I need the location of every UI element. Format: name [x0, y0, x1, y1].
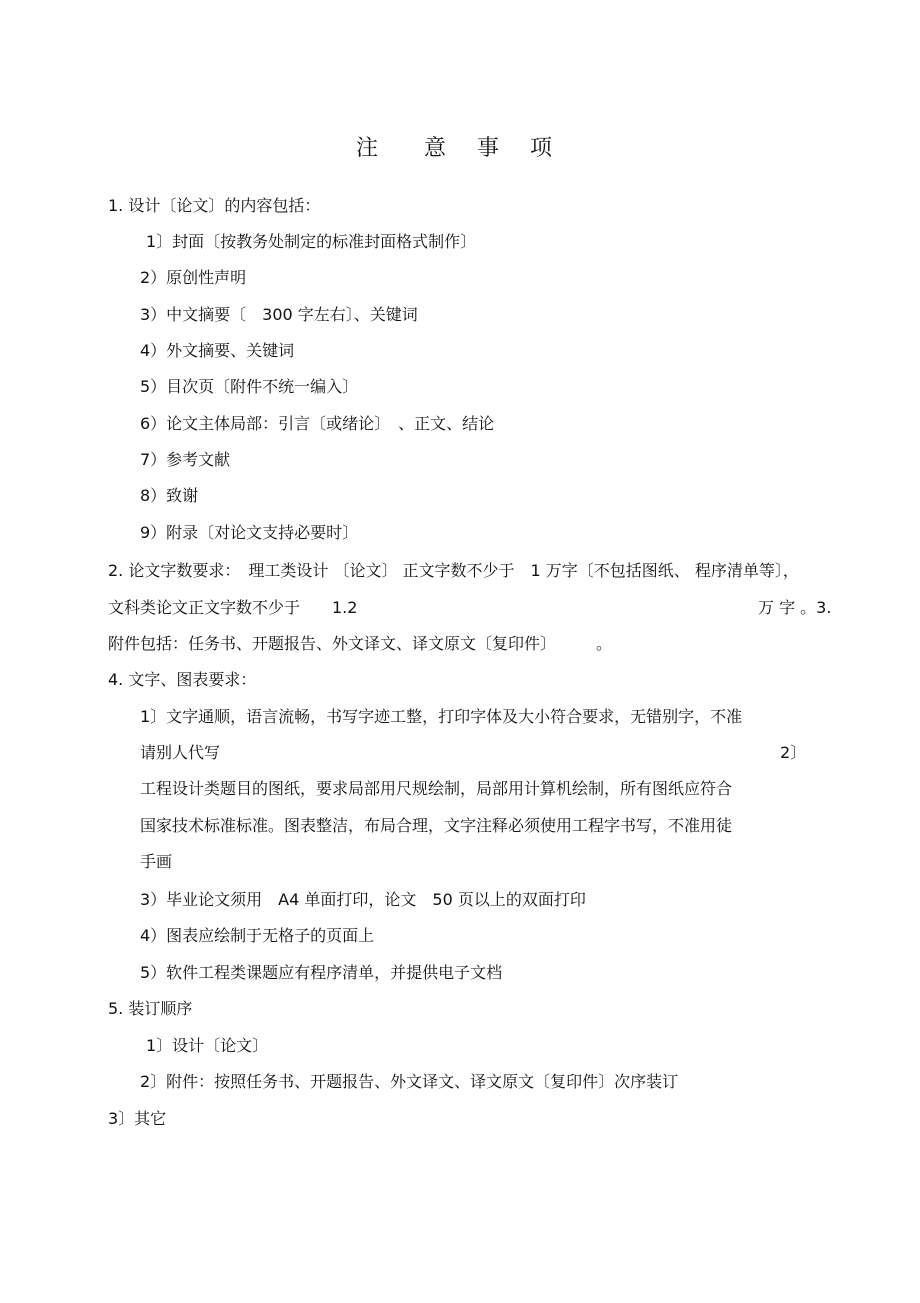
item-1-4: 4）外文摘要、关键词	[140, 341, 295, 360]
item-1-heading: 1. 设计〔论文〕的内容包括：	[108, 196, 321, 215]
item-4-heading: 4. 文字、图表要求：	[108, 670, 257, 689]
item-1-1: 1〕封面〔按教务处制定的标准封面格式制作〕	[146, 232, 477, 251]
page-title: 注 意 事 项	[356, 136, 564, 161]
item-5-heading: 5. 装订顺序	[108, 999, 193, 1018]
item-2-line-2-end: 万 字 。3.	[758, 598, 832, 617]
item-2-heading: 2. 论文字数要求： 理工类设计 〔论文〕 正文字数不少于 1 万字〔不包括图纸、 程序清单等〕，	[108, 561, 799, 580]
item-4-2-line-3: 手画	[140, 852, 173, 871]
item-4-2-line-2: 国家技术标准标准。图表整洁，布局合理，文字注释必须使用工程字书写，不准用徒	[140, 816, 733, 835]
item-4-3: 3）毕业论文须用 A4 单面打印，论文 50 页以上的双面打印	[140, 890, 586, 909]
item-4-5: 5）软件工程类课题应有程序清单，并提供电子文档	[140, 963, 503, 982]
item-1-5: 5）目次页〔附件不统一编入〕	[140, 377, 359, 396]
item-1-2: 2）原创性声明	[140, 268, 247, 287]
item-1-6: 6）论文主体局部：引言〔或绪论〕 、正文、结论	[140, 414, 495, 433]
item-5-2: 2〕附件：按照任务书、开题报告、外文译文、译文原文〔复印件〕次序装订	[140, 1072, 679, 1091]
item-4-2-line-1: 工程设计类题目的图纸，要求局部用尺规绘制，局部用计算机绘制，所有图纸应符合	[140, 779, 733, 798]
item-1-3: 3）中文摘要〔 300 字左右〕、关键词	[140, 305, 418, 324]
item-4-1-line-1: 1〕文字通顺，语言流畅，书写字迹工整，打印字体及大小符合要求，无错别字，不准	[140, 707, 743, 726]
item-2-line-2: 文科类论文正文字数不少于 1.2	[108, 598, 358, 617]
item-3-attachments: 附件包括：任务书、开题报告、外文译文、译文原文〔复印件〕 。	[108, 634, 613, 653]
item-1-7: 7）参考文献	[140, 450, 231, 469]
item-4-1-line-2: 请别人代写	[140, 743, 221, 762]
item-5-3: 3〕其它	[108, 1109, 167, 1128]
item-1-9: 9）附录〔对论文支持必要时〕	[140, 523, 359, 542]
item-5-1: 1〕设计〔论文〕	[146, 1036, 269, 1055]
item-4-4: 4）图表应绘制于无格子的页面上	[140, 926, 375, 945]
item-1-8: 8）致谢	[140, 486, 199, 505]
item-4-2-number: 2〕	[780, 743, 807, 762]
